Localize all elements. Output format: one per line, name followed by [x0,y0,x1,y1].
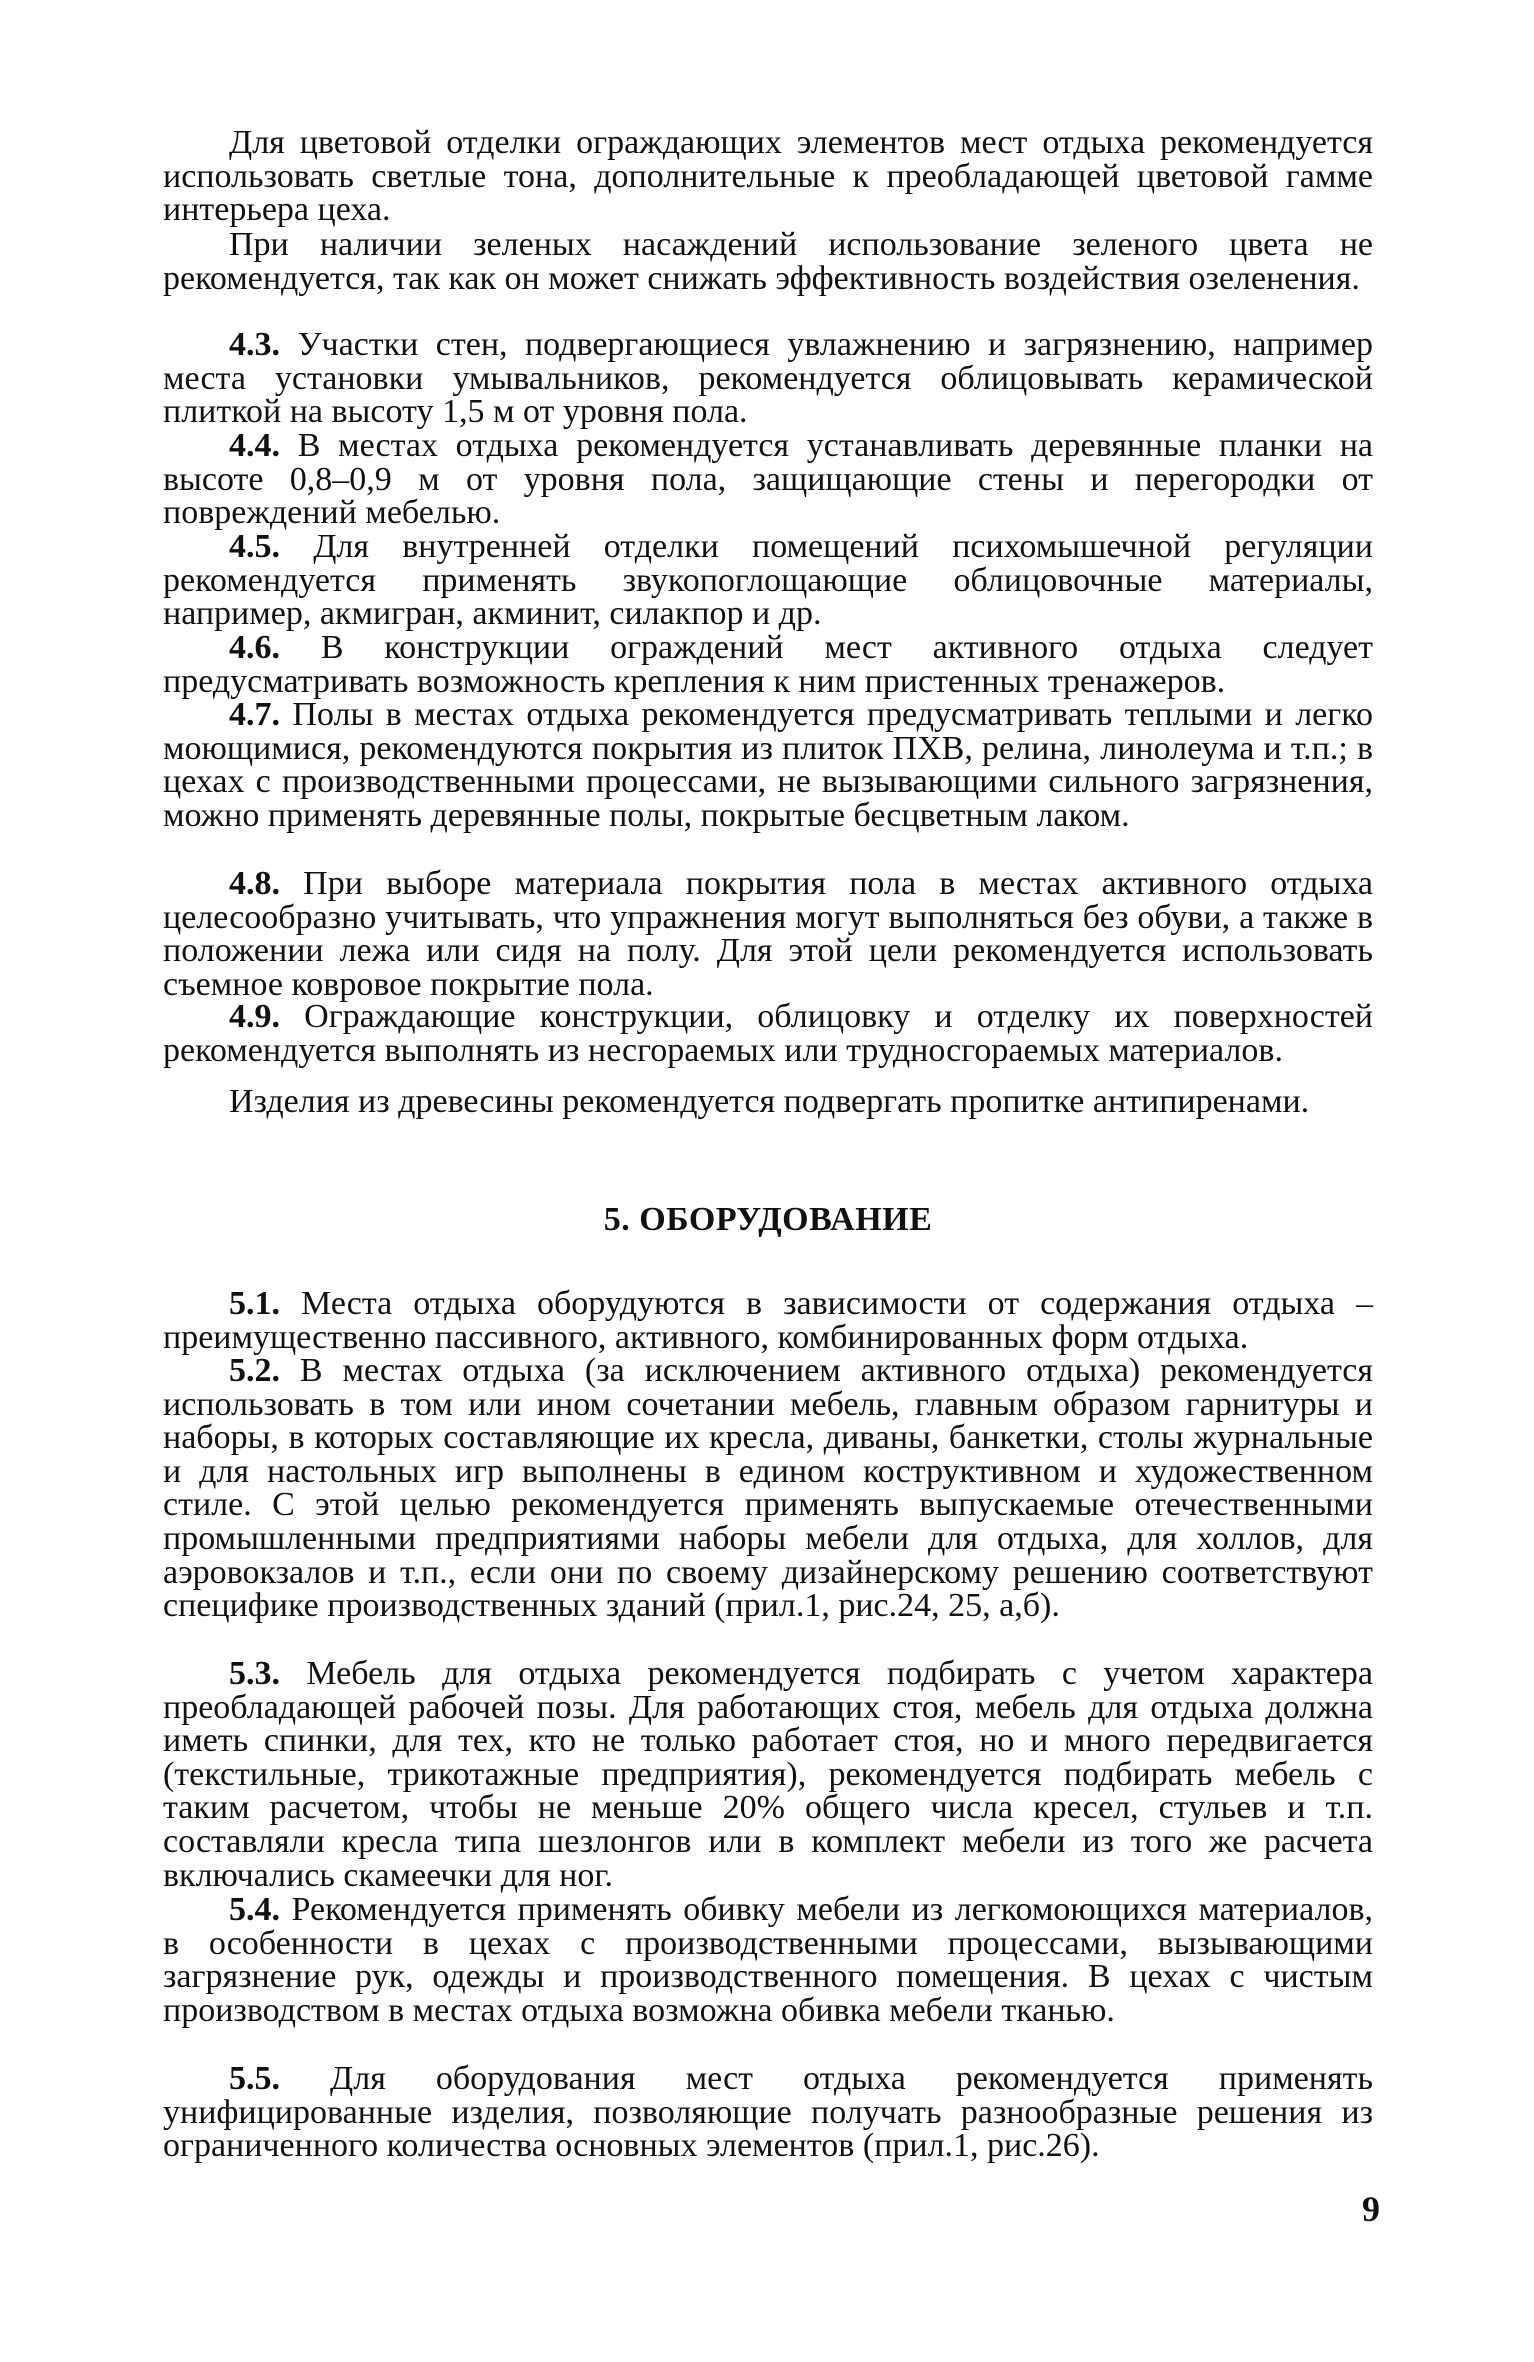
paragraph-number: 5.5. [229,2060,280,2097]
paragraph-number: 4.5. [229,528,280,565]
section-heading: 5. ОБОРУДОВАНИЕ [603,1201,933,1238]
paragraph-text: Места отдыха оборудуются в зависимости от содержания отдыха – преимущественно пассивного, активного, комбинированных форм отдыха. [163,1285,1373,1356]
paragraph-5-4 [163,1893,1373,2027]
paragraph-number: 4.6. [229,629,280,666]
paragraph-4-7 [163,698,1373,832]
paragraph-text: Полы в местах отдыха рекомендуется предусматривать теплыми и легко моющимися, рекомендуются покрытия из плиток ПХВ, релина, линолеума и т.п.; в цехах с производственными процессами, не вызывающими сильного загрязнения, можно применять деревянные полы, покрытые бесцветным лаком. [163,696,1373,834]
paragraph-number: 4.8. [229,865,280,902]
paragraph-text: Ограждающие конструкции, облицовку и отделку их поверхностей рекомендуется выполнять из несгораемых или трудносгораемых материалов. [163,998,1373,1069]
paragraph-text: Мебель для отдыха рекомендуется подбирать с учетом характера преобладающей рабочей позы. Для работающих стоя, мебель для отдыха должна иметь спинки, для тех, кто не только работает стоя, но и много передвигается (текстильные, трикотажные предприятия), рекомендуется подбирать мебель с таким расчетом, чтобы не меньше 20% общего числа кресел, стульев и т.п. составляли кресла типа шезлонгов или в комплект мебели из того же расчета включались скамеечки для ног. [163,1655,1373,1894]
paragraph-number: 4.4. [229,427,280,464]
paragraph-number: 5.1. [229,1285,280,1322]
paragraph-text: Для внутренней отделки помещений психомышечной регуляции рекомендуется применять звукопоглощающие облицовочные материалы, например, акмигран, акминит, силакпор и др. [163,528,1373,633]
paragraph-number: 4.7. [229,696,280,733]
paragraph-4-4 [163,429,1373,530]
paragraph-text: Участки стен, подвергающиеся увлажнению и загрязнению, например места установки умывальников, рекомендуется облицовывать керамической плиткой на высоту 1,5 м от уровня пола. [163,326,1373,431]
paragraph-text: Рекомендуется применять обивку мебели из легкомоющихся материалов, в особенности в цехах с производственными процессами, вызывающими загрязнение рук, одежды и производственного помещения. В цехах с чистым производством в местах отдыха возможна обивка мебели тканью. [163,1891,1374,2029]
paragraph-text: Для цветовой отделки ограждающих элементов мест отдыха рекомендуется использовать светлые тона, дополнительные к преобладающей цветовой гамме интерьера цеха. [163,124,1373,229]
paragraph-4-5 [163,530,1373,631]
paragraph-5-3 [163,1657,1373,1892]
paragraph-4-9 [163,1000,1373,1067]
paragraph-4-3 [163,328,1373,429]
paragraph-text: В конструкции ограждений мест активного отдыха следует предусматривать возможность крепления к ним пристенных тренажеров. [163,629,1374,700]
page-number: 9 [1362,2189,1380,2229]
paragraph-number: 5.4. [229,1891,280,1928]
paragraph-5-2 [163,1354,1373,1623]
paragraph-text: В местах отдыха рекомендуется устанавливать деревянные планки на высоте 0,8–0,9 м от уровня пола, защищающие стены и перегородки от повреждений мебелью. [163,427,1373,532]
paragraph-text: При наличии зеленых насаждений использование зеленого цвета не рекомендуется, так как он может снижать эффективность воздействия озеленения. [163,226,1373,297]
paragraph-text: При выборе материала покрытия пола в местах активного отдыха целесообразно учитывать, что упражнения могут выполняться без обуви, а также в положении лежа или сидя на полу. Для этой цели рекомендуется использовать съемное ковровое покрытие пола. [163,865,1373,1003]
paragraph-wood-products [163,1085,1373,1119]
paragraph-number: 4.9. [229,998,280,1035]
paragraph-4-6 [163,631,1373,698]
paragraph-number: 4.3. [229,326,280,363]
paragraph-number: 5.2. [229,1352,280,1389]
paragraph-text: В местах отдыха (за исключением активного отдыха) рекомендуется использовать в том или ином сочетании мебель, главным образом гарнитуры и наборы, в которых составляющие их кресла, диваны, банкетки, столы журнальные и для настольных игр выполнены в едином коструктивном и художественном стиле. С этой целью рекомендуется применять выпускаемые отечественными промышленными предприятиями наборы мебели для отдыха, для холлов, для аэровокзалов и т.п., если они по своему дизайнерскому решению соответствуют специфике производственных зданий (прил.1, рис.24, 25, а,б). [163,1352,1374,1625]
paragraph-5-5 [163,2062,1373,2163]
paragraph-text: Изделия из древесины рекомендуется подвергать пропитке антипиренами. [229,1083,1310,1120]
paragraph-color-finish [163,126,1373,227]
paragraph-text: Для оборудования мест отдыха рекомендуется применять унифицированные изделия, позволяющие получать разнообразные решения из ограниченного количества основных элементов (прил.1, рис.26). [163,2060,1374,2165]
paragraph-number: 5.3. [229,1655,280,1692]
paragraph-5-1 [163,1287,1373,1354]
paragraph-green-color [163,228,1373,295]
paragraph-4-8 [163,867,1373,1001]
